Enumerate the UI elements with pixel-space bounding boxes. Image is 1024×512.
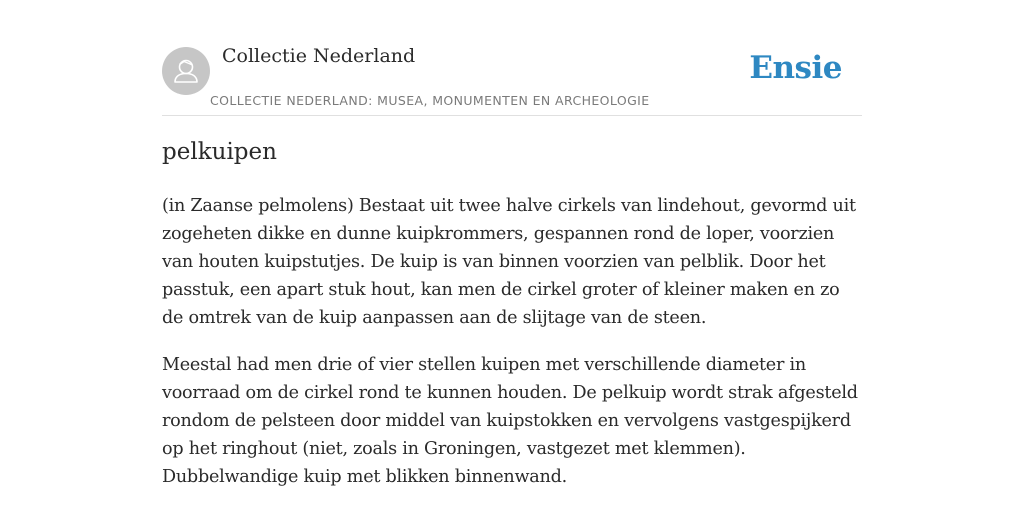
header: [162, 0, 862, 116]
article-body: [162, 192, 862, 510]
paragraph: (in Zaanse pelmolens) Bestaat uit twee halve cirkels van lindehout, gevormd uit zogeheten dikke en dunne kuipkrommers, gespannen rond de loper, voorzien van houten kuipstutjes. De kuip is van binnen voorzien van pelblik. Door het passtuk, een apart stuk hout, kan men de cirkel groter of kleiner maken en zo de omtrek van de kuip aanpassen aan de slijtage van de steen.: [162, 196, 856, 328]
author-name[interactable]: Collectie Nederland: [222, 45, 416, 67]
user-avatar-icon[interactable]: [162, 47, 210, 95]
paragraph: Meestal had men drie of vier stellen kuipen met verschillende diameter in voorraad om de cirkel rond te kunnen houden. De pelkuip wordt strak afgesteld rondom de pelsteen door middel van kuipstokken en vervolgens vastgespijkerd op het ringhout (niet, zoals in Groningen, vastgezet met klemmen). Dubbelwandige kuip met blikken binnenwand.: [162, 355, 858, 487]
article-title: pelkuipen: [162, 139, 277, 165]
source-label[interactable]: COLLECTIE NEDERLAND: MUSEA, MONUMENTEN EN ARCHEOLOGIE: [210, 93, 650, 108]
article-card: [162, 0, 862, 487]
brand-logo[interactable]: Ensie: [749, 50, 842, 86]
